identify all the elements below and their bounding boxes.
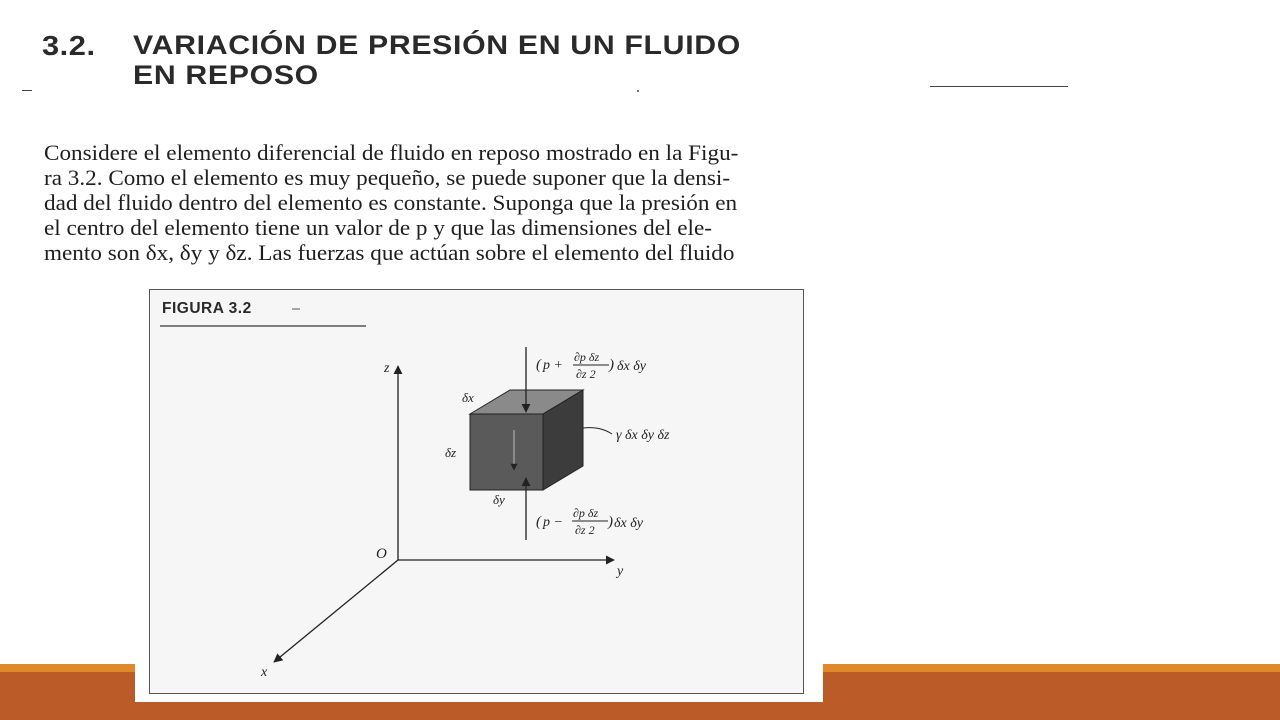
bottom-force-suffix: δx δy xyxy=(614,516,643,531)
section-title-line-1: VARIACIÓN DE PRESIÓN EN UN FLUIDO xyxy=(133,30,741,60)
dz-label: δz xyxy=(445,445,457,460)
z-axis-label: z xyxy=(384,361,390,376)
paragraph-line: el centro del elemento tiene un valor de p y que las dimensiones del ele- xyxy=(44,215,712,240)
top-force-bracket-close: ) xyxy=(609,357,614,373)
paragraph-line: Considere el elemento diferencial de fluido en reposo mostrado en la Figu- xyxy=(44,140,739,165)
bottom-force-prefix: p − xyxy=(543,515,563,530)
figure-label: FIGURA 3.2 xyxy=(162,300,252,317)
bottom-force-denominator: ∂z 2 xyxy=(575,523,595,537)
paragraph-line: mento son δx, δy y δz. Las fuerzas que actúan sobre el elemento del fluido xyxy=(44,240,735,265)
weight-leader xyxy=(583,428,612,434)
weight-label: γ δx δy δz xyxy=(616,428,670,443)
x-axis-label: x xyxy=(261,665,268,680)
paragraph-line: dad del fluido dentro del elemento es constante. Suponga que la presión en xyxy=(44,190,738,215)
section-title-line-2: EN REPOSO xyxy=(133,60,319,90)
dx-label: δx xyxy=(462,390,474,405)
paragraph-line: ra 3.2. Como el elemento es muy pequeño, se puede suponer que la densi- xyxy=(44,165,731,190)
origin-label: O xyxy=(376,546,387,562)
bottom-force-expression xyxy=(536,506,644,537)
top-force-bracket-open: ( xyxy=(536,357,541,373)
y-axis-label: y xyxy=(617,564,624,579)
dy-label: δy xyxy=(493,492,505,507)
top-force-denominator: ∂z 2 xyxy=(576,367,596,381)
top-force-suffix: δx δy xyxy=(617,359,646,374)
section-number: 3.2. xyxy=(42,30,96,61)
bottom-force-bracket-open: ( xyxy=(536,514,541,530)
top-force-expression xyxy=(536,350,647,381)
x-axis xyxy=(274,560,398,662)
top-force-prefix: p + xyxy=(543,358,563,373)
bottom-force-numerator: ∂p δz xyxy=(573,506,599,520)
top-force-numerator: ∂p δz xyxy=(574,350,600,364)
bottom-force-bracket-close: ) xyxy=(608,514,613,530)
cube-front-face xyxy=(470,414,543,490)
